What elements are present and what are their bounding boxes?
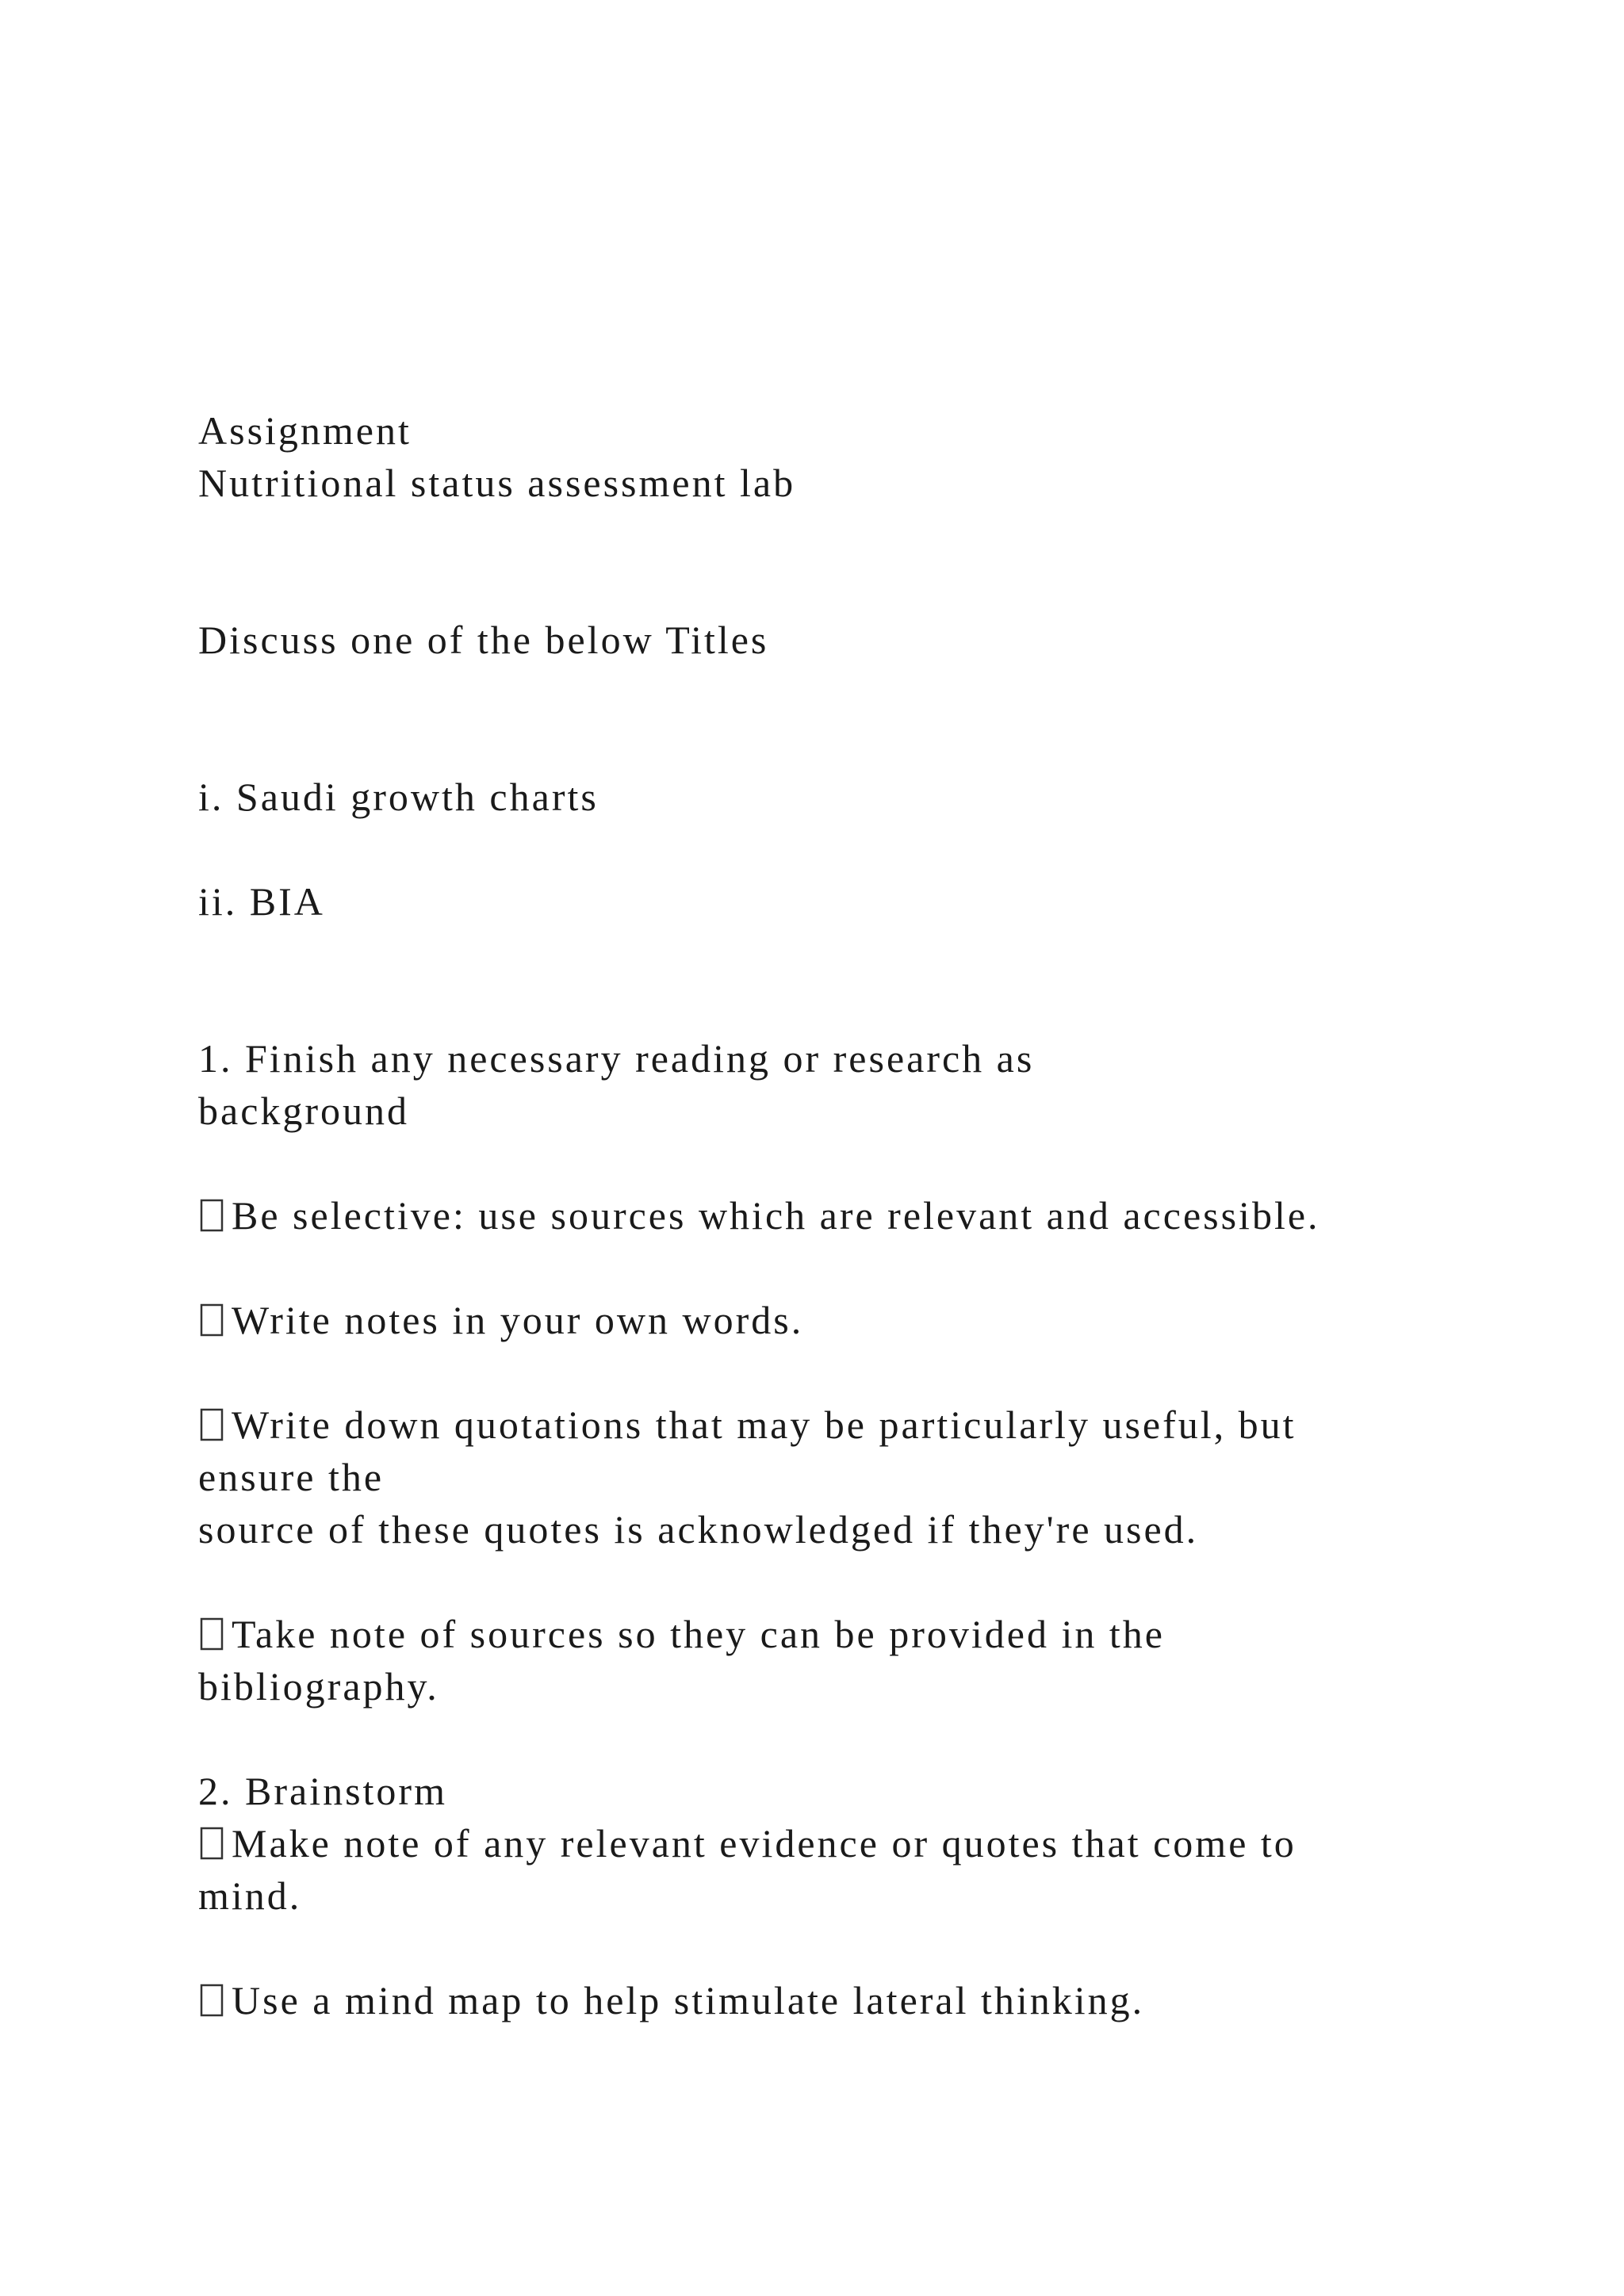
- step1-heading: 1. Finish any necessary reading or research as: [198, 1036, 1035, 1081]
- missing-glyph-box-icon: [198, 1825, 225, 1862]
- missing-glyph-box-icon: [198, 1616, 225, 1652]
- missing-glyph-box-icon: [198, 1406, 225, 1443]
- missing-glyph-box-icon: [198, 1982, 225, 2019]
- list-item-text: Write down quotations that may be particularly useful, but: [232, 1402, 1297, 1447]
- missing-glyph-box-icon: [198, 1197, 225, 1234]
- list-item: [198, 1399, 1297, 1451]
- list-item-text: Use a mind map to help stimulate lateral thinking.: [232, 1978, 1145, 2022]
- step2-heading: 2. Brainstorm: [198, 1769, 447, 1813]
- assignment-label: Assignment: [198, 408, 412, 453]
- title-option-2: ii. BIA: [198, 879, 325, 924]
- list-item-continued: mind.: [198, 1873, 302, 1918]
- course-title: Nutritional status assessment lab: [198, 461, 796, 505]
- list-item: [198, 1294, 803, 1346]
- list-item-continued: ensure the: [198, 1455, 385, 1499]
- list-item: [198, 1817, 1297, 1869]
- list-item-continued: bibliography.: [198, 1664, 439, 1709]
- prompt-text: Discuss one of the below Titles: [198, 618, 769, 662]
- list-item-text: Be selective: use sources which are relevant and accessible.: [232, 1193, 1320, 1238]
- step1-heading-continued: background: [198, 1089, 410, 1133]
- list-item-text: Take note of sources so they can be provided in the: [232, 1612, 1165, 1656]
- list-item: [198, 1608, 1165, 1660]
- list-item: [198, 1189, 1320, 1242]
- list-item-continued: source of these quotes is acknowledged if they're used.: [198, 1507, 1199, 1552]
- list-item-text: Make note of any relevant evidence or quotes that come to: [232, 1821, 1297, 1866]
- list-item: [198, 1974, 1144, 2026]
- missing-glyph-box-icon: [198, 1302, 225, 1338]
- title-option-1: i. Saudi growth charts: [198, 775, 599, 819]
- list-item-text: Write notes in your own words.: [232, 1298, 804, 1342]
